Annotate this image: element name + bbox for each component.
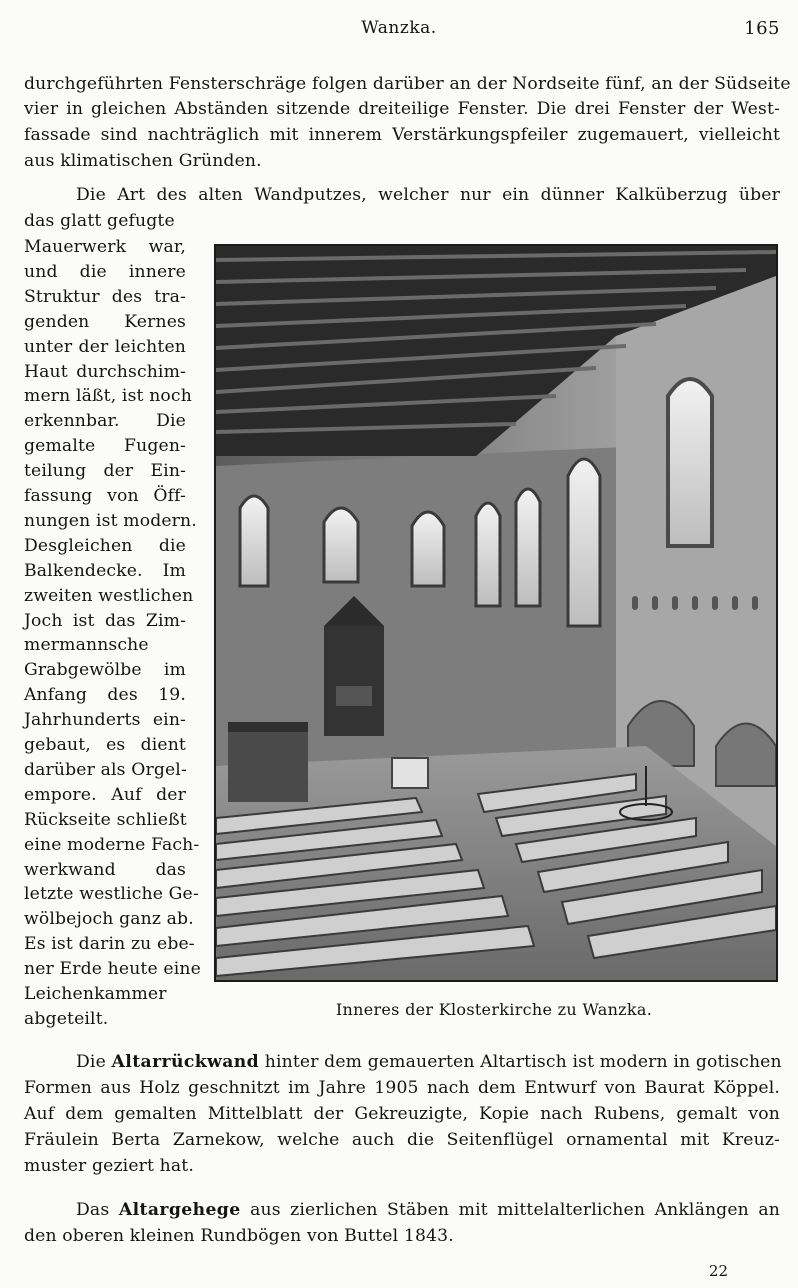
- text-line: aus klimatischen Gründen.: [24, 151, 262, 171]
- column-text-line: Balkendecke. Im: [24, 560, 186, 581]
- lead-continuation: hinter dem gemauerten Altartisch ist modern in gotischen: [264, 1052, 782, 1072]
- column-text-line: zweiten westlichen: [24, 585, 194, 606]
- text-line: den oberen kleinen Rundbögen von Buttel 1843.: [24, 1226, 454, 1246]
- page-number: 165: [744, 18, 780, 39]
- column-text-line: Leichenkammer: [24, 984, 167, 1004]
- column-text-line: gemalte Fugen-: [24, 436, 186, 457]
- text-line: fassade sind nachträglich mit innerem Verstärkungspfeiler zugemauert, vielleicht: [24, 125, 780, 145]
- text-line: durchgeführten Fensterschräge folgen darüber an der Nordseite fünf, an der Südseite: [24, 74, 791, 94]
- column-text-line: gebaut, es dient: [24, 735, 186, 755]
- column-text-line: und die innere: [24, 261, 186, 282]
- running-title: Wanzka.: [361, 18, 437, 38]
- figure-caption: Inneres der Klosterkirche zu Wanzka.: [335, 1000, 653, 1019]
- column-text-line: eine moderne Fach-: [24, 834, 200, 855]
- column-text-line: Rückseite schließt: [24, 809, 187, 830]
- signature-mark: 22: [708, 1262, 728, 1280]
- column-text-line: genden Kernes: [24, 311, 186, 332]
- column-text-line: Jahrhunderts ein-: [24, 710, 186, 731]
- column-text-line: erkennbar. Die: [24, 411, 186, 432]
- text-line: Auf dem gemalten Mittelblatt der Gekreuzigte, Kopie nach Rubens, gemalt von: [24, 1104, 780, 1124]
- running-head: [0, 14, 798, 44]
- column-text-line: Joch ist das Zim-: [24, 610, 186, 631]
- text-line: [76, 1050, 780, 1075]
- column-text-line: unter der leichten: [24, 336, 186, 357]
- column-text-line: Desgleichen die: [24, 535, 186, 556]
- lead-word: Die: [76, 1052, 106, 1072]
- text-line: Die Art des alten Wandputzes, welcher nur ein dünner Kalküberzug über: [76, 185, 780, 205]
- column-text-line: mermannsche: [24, 635, 149, 656]
- column-text-line: empore. Auf der: [24, 784, 186, 805]
- column-text-line: werkwand das: [24, 859, 186, 880]
- column-text-line: nungen ist modern.: [24, 510, 197, 531]
- text-line: [76, 1198, 780, 1223]
- column-text-line: Es ist darin zu ebe-: [24, 934, 195, 955]
- column-text-line: abgeteilt.: [24, 1008, 109, 1029]
- column-text-line: fassung von Öff-: [24, 486, 186, 506]
- lead-continuation: aus zierlichen Stäben mit mittelalterlichen Anklängen an: [250, 1200, 780, 1220]
- column-text-line: Haut durchschim-: [24, 361, 186, 382]
- column-text-line: letzte westliche Ge-: [24, 884, 199, 905]
- column-text-line: teilung der Ein-: [24, 461, 186, 482]
- column-text-line: Anfang des 19.: [24, 685, 186, 706]
- column-text-line: darüber als Orgel-: [24, 759, 187, 780]
- text-line: Formen aus Holz geschnitzt im Jahre 1905 nach dem Entwurf von Baurat Köppel.: [24, 1078, 780, 1098]
- church-interior-illustration: [216, 246, 776, 980]
- column-text-line: Mauerwerk war,: [24, 237, 186, 257]
- text-line: vier in gleichen Abständen sitzende dreiteilige Fenster. Die drei Fenster der West-: [24, 99, 780, 119]
- text-line: muster geziert hat.: [24, 1156, 194, 1176]
- column-text-line: Struktur des tra-: [24, 286, 186, 307]
- church-interior-photo: [214, 244, 778, 982]
- lead-word: Das: [76, 1200, 110, 1220]
- column-text-line: wölbejoch ganz ab.: [24, 909, 194, 930]
- column-text-line: Grabgewölbe im: [24, 660, 186, 681]
- bold-term: Altargehege: [118, 1200, 241, 1220]
- column-text-line: ner Erde heute eine: [24, 959, 201, 980]
- bold-term: Altarrückwand: [111, 1052, 260, 1072]
- text-line: das glatt gefugte: [24, 211, 175, 231]
- text-line: Fräulein Berta Zarnekow, welche auch die Seitenflügel ornamental mit Kreuz-: [24, 1130, 780, 1150]
- column-text-line: mern läßt, ist noch: [24, 386, 192, 407]
